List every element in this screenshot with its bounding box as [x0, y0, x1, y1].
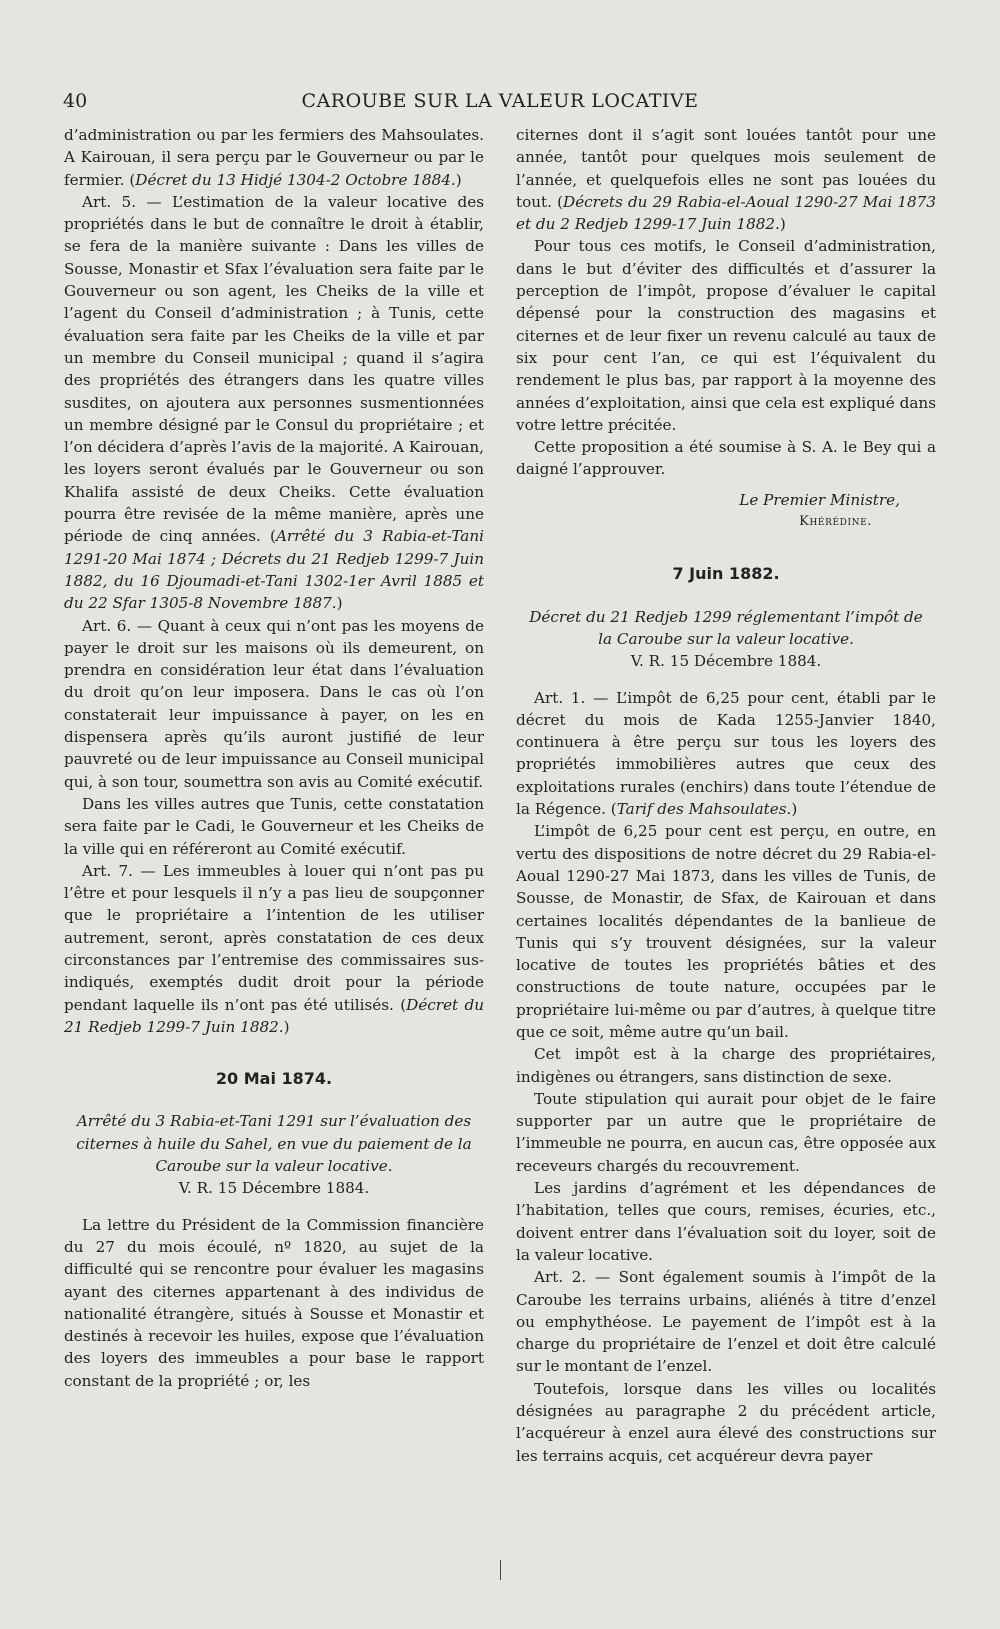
paragraph: Toutefois, lorsque dans les villes ou localités désignées au paragraphe 2 du précédent article, l’acquéreur à enzel aura élevé des constructions sur les terrains acquis, cet acquéreur devra payer: [516, 1379, 936, 1465]
paragraph: L’impôt de 6,25 pour cent est perçu, en outre, en vertu des dispositions de notre décret du 29 Rabia-el-Aoual 1290-27 Mai 1873, dans les villes de Tunis, de Sousse, de Monastir, de Sfax, de Kairouan et dans certaines localités dépendantes de la banlieue de Tunis qui s’y trouvent désignées, sur la valeur locative de toutes les propriétés bâties et des constructions de toute nature, occupées par le propriétaire lui-même ou par d’autres, à quelque titre que ce soit, même autre qu’un bail.: [516, 822, 936, 1041]
paragraph: Cette proposition a été soumise à S. A. le Bey qui a daigné l’approuver.: [516, 438, 936, 479]
margin-mark: [500, 1560, 501, 1580]
paragraph: Cet impôt est à la charge des propriétaires, indigènes ou étrangers, sans distinction de sexe.: [516, 1045, 936, 1086]
publication-reference: V. R. 15 Décembre 1884.: [630, 652, 822, 671]
signature-title: Le Premier Ministre,: [739, 490, 900, 509]
signature-name: Khérédine.: [799, 514, 872, 530]
paragraph: La lettre du Président de la Commission financière du 27 du mois écoulé, nº 1820, au sujet de la difficulté qui se rencontre pour évaluer les magasins ayant des citernes appartenant à des individus de nationalité étrangère, situés à Sousse et Monastir et destinés à recevoir les huiles, expose que l’évaluation des loyers des immeubles a pour base le rapport constant de la propriété ; or, les: [64, 1215, 484, 1390]
section-date: 7 Juin 1882.: [672, 564, 780, 584]
paragraph: d’administration ou par les fermiers des Mahsoulates. A Kairouan, il sera perçu par le Gouverneur ou par le fermier. (Décret du 13 Hidjé 1304-2 Octobre 1884.): [64, 126, 484, 189]
paragraph-article-5: Art. 5. — L’estimation de la valeur locative des propriétés dans le but de connaître le droit à établir, se fera de la manière suivante : Dans les villes de Sousse, Monastir et Sfax l’évaluation sera faite par le Gouverneur ou son agent, les Cheiks de la ville et l’agent du Conseil d’administration ; à Tunis, cette évaluation sera faite par les Cheiks de la ville et par un membre du Conseil municipal ; quand il s’agira des propriétés des étrangers dans les quatre villes susdites, on ajoutera aux personnes susmentionnées un membre désigné par le Consul du propriétaire ; et l’on décidera d’après l’avis de la majorité. A Kairouan, les loyers seront évalués par le Gouverneur ou son Khalifa assisté de deux Cheiks. Cette évaluation pourra être revisée de la même manière, après une période de cinq années. (Arrêté du 3 Rabia-et-Tani 1291-20 Mai 1874 ; Décrets du 21 Redjeb 1299-7 Juin 1882, du 16 Djoumadi-et-Tani 1302-1er Avril 1885 et du 22 Sfar 1305-8 Novembre 1887.): [64, 192, 484, 613]
paragraph: Les jardins d’agrément et les dépendances de l’habitation, telles que cours, remises, écuries, etc., doivent entrer dans l’évaluation soit du loyer, soit de la valeur locative.: [516, 1179, 936, 1264]
paragraph: citernes dont il s’agit sont louées tantôt pour une année, tantôt pour quelques mois seulement de l’année, et quelquefois elles ne sont pas louées du tout. (Décrets du 29 Rabia-el-Aoual 1290-27 Mai 1873 et du 2 Redjeb 1299-17 Juin 1882.): [516, 126, 936, 234]
publication-reference: V. R. 15 Décembre 1884.: [178, 1179, 370, 1198]
paragraph-article-1: Art. 1. — L’impôt de 6,25 pour cent, établi par le décret du mois de Kada 1255-Janvier 1840, continuera à être perçu sur tous les loyers des propriétés immobilières autres que ceux des exploitations rurales (enchirs) dans toute l’étendue de la Régence. (Tarif des Mahsoulates.): [516, 688, 936, 819]
right-column: [516, 124, 936, 1467]
section-date: 20 Mai 1874.: [215, 1069, 333, 1089]
page-header: [0, 90, 1000, 120]
citation: Décret du 21 Redjeb 1299-7 Juin 1882.: [64, 995, 484, 1036]
citation: Décret du 13 Hidjé 1304-2 Octobre 1884.: [135, 170, 456, 189]
page-number: 40: [63, 90, 88, 112]
left-column: [64, 124, 484, 1392]
citation: Arrêté du 3 Rabia-et-Tani 1291-20 Mai 1874 ; Décrets du 21 Redjeb 1299-7 Juin 1882, du 16 Djoumadi-et-Tani 1302-1er Avril 1885 et du 22 Sfar 1305-8 Novembre 1887.: [64, 527, 484, 613]
running-title: CAROUBE SUR LA VALEUR LOCATIVE: [301, 90, 699, 112]
paragraph: Toute stipulation qui aurait pour objet de le faire supporter par un autre que le propriétaire de l’immeuble ne pourra, en aucun cas, être opposée aux receveurs chargés du recouvrement.: [516, 1089, 936, 1175]
paragraph: Pour tous ces motifs, le Conseil d’administration, dans le but d’éviter des difficultés et d’assurer la perception de l’impôt, propose d’évaluer le capital dépensé pour la construction des magasins et citernes et de leur fixer un revenu calculé au taux de six pour cent l’an, ce qui est l’équivalent du rendement le plus bas, par rapport à la moyenne des années d’exploitation, ainsi que cela est expliqué dans votre lettre précitée.: [516, 237, 936, 434]
citation: Tarif des Mahsoulates.: [616, 800, 792, 819]
paragraph-article-6: Art. 6. — Quant à ceux qui n’ont pas les moyens de payer le droit sur les maisons où ils demeurent, on prendra en considération leur état dans l’évaluation du droit qu’on leur imposera. Dans le cas où l’on constaterait leur impuissance à payer, on les en dispensera après qu’ils auront justifié de leur pauvreté ou de leur impuissance au Conseil municipal qui, à son tour, soumettra son avis au Comité exécutif.: [64, 616, 484, 791]
paragraph: Dans les villes autres que Tunis, cette constatation sera faite par le Cadi, le Gouverneur et les Cheiks de la ville qui en référeront au Comité exécutif.: [64, 794, 484, 858]
paragraph-article-7: Art. 7. — Les immeubles à louer qui n’ont pas pu l’être et pour lesquels il n’y a pas lieu de soupçonner que le propriétaire a l’intention de les utiliser autrement, seront, après constatation de ces deux circonstances par l’entremise des commissaires sus-indiqués, exemptés dudit droit pour la période pendant laquelle ils n’ont pas été utilisés. (Décret du 21 Redjeb 1299-7 Juin 1882.): [64, 861, 484, 1036]
paragraph-article-2: Art. 2. — Sont également soumis à l’impôt de la Caroube les terrains urbains, aliénés à titre d’enzel ou emphythéose. Le payement de l’impôt est à la charge du propriétaire de l’enzel et doit être calculé sur le montant de l’enzel.: [516, 1268, 936, 1376]
citation: Décrets du 29 Rabia-el-Aoual 1290-27 Mai 1873 et du 2 Redjeb 1299-17 Juin 1882.: [516, 192, 936, 234]
decree-title: Décret du 21 Redjeb 1299 réglementant l’impôt de la Caroube sur la valeur locative.: [529, 607, 923, 648]
decree-title: Arrêté du 3 Rabia-et-Tani 1291 sur l’évaluation des citernes à huile du Sahel, en vue du paiement de la Caroube sur la valeur locative.: [76, 1112, 472, 1176]
